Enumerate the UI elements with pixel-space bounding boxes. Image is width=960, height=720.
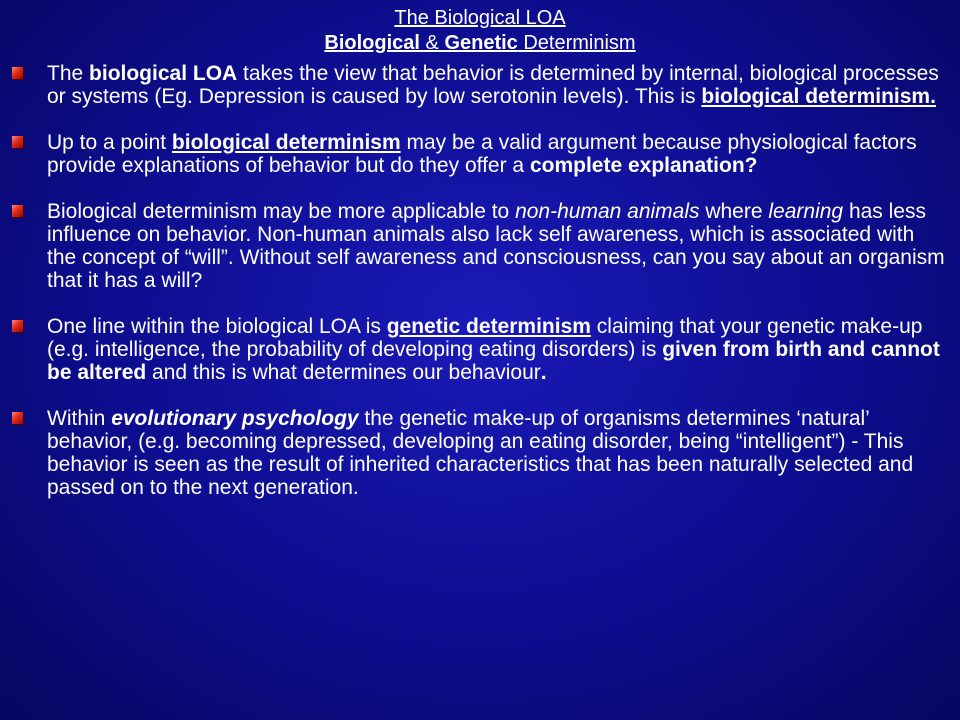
bullet-item-4	[12, 315, 947, 384]
bold-text: complete explanation?	[529, 154, 758, 177]
text: Biological determinism may be more applicable to	[47, 200, 516, 223]
italic-text: non-human animals	[515, 200, 700, 223]
title-line-2	[0, 31, 960, 56]
text: and this is what determines our behaviour	[146, 361, 541, 384]
bold-underlined-text: biological determinism.	[701, 85, 936, 108]
bold-italic-text: evolutionary psychology	[111, 407, 359, 430]
slide-title	[0, 6, 960, 56]
title-biological: Biological	[324, 32, 420, 54]
text: Up to a point	[47, 131, 172, 154]
bullet-item-3	[12, 200, 947, 292]
text: takes the view that behavior is determined by internal, biological processes or systems (Eg. Depression is caused by low serotonin levels). This is	[47, 62, 939, 108]
text: may be a valid argument because physiological factors provide explanations of behavior but do they offer a	[47, 131, 917, 177]
italic-text: learning	[768, 200, 844, 223]
bullet-marker-icon	[12, 67, 23, 79]
bullet-marker-icon	[12, 320, 23, 332]
bullet-list	[12, 62, 947, 499]
bullet-marker-icon	[12, 136, 23, 148]
bullet-marker-icon	[12, 205, 23, 217]
text: The	[47, 62, 90, 85]
bullet-item-2	[12, 131, 947, 177]
title-ampersand: &	[419, 32, 445, 54]
bold-text: given from birth and cannot be altered	[47, 338, 940, 384]
bold-text: .	[540, 361, 547, 384]
bullet-marker-icon	[12, 412, 23, 424]
bold-underlined-text: biological determinism	[171, 131, 401, 154]
bullet-item-1	[12, 62, 947, 108]
bold-underlined-text: genetic determinism	[386, 315, 591, 338]
bullet-item-5	[12, 407, 947, 499]
text: where	[699, 200, 769, 223]
title-line-1: The Biological LOA	[394, 7, 566, 29]
title-genetic: Genetic	[444, 32, 518, 54]
text: the genetic make-up of organisms determines ‘natural’ behavior, (e.g. becoming depressed, developing an eating disorder, being “intelligent”) - This behavior is seen as the result of inherited characteristics that has been naturally selected and passed on to the next generation.	[47, 407, 914, 499]
bold-text: biological LOA	[89, 62, 238, 85]
text: has less influence on behavior. Non-human animals also lack self awareness, which is associated with the concept of “will”. Without self awareness and consciousness, can you say about an organism that it has a will?	[47, 200, 945, 292]
title-determinism: Determinism	[517, 32, 636, 54]
text: claiming that your genetic make-up (e.g. intelligence, the probability of developing eating disorders) is	[47, 315, 923, 361]
text: Within	[47, 407, 112, 430]
text: One line within the biological LOA is	[47, 315, 387, 338]
